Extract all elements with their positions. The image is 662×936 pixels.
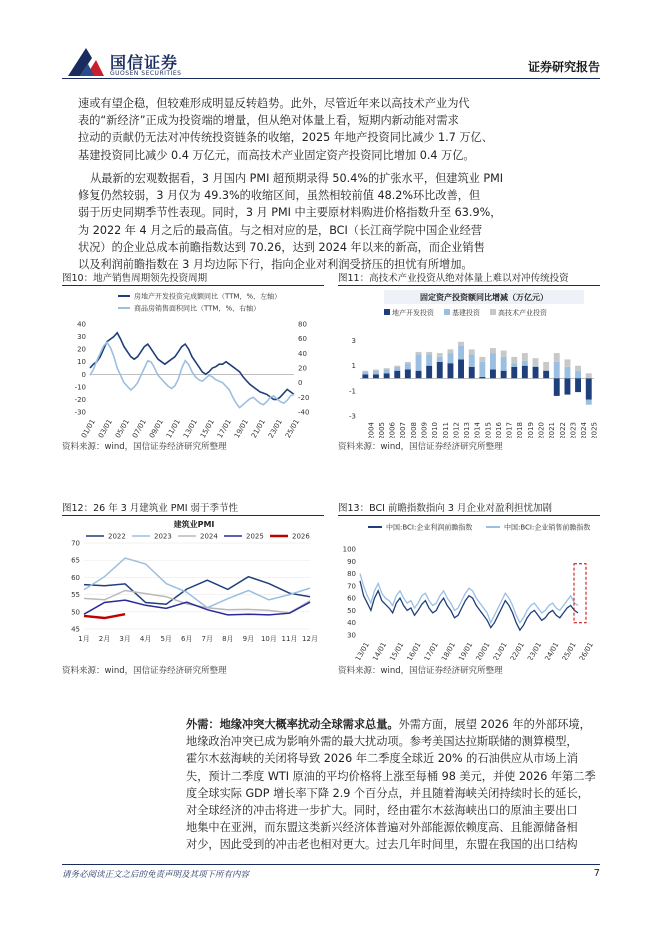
y-tick-label: 60 xyxy=(347,594,356,603)
bar-2 xyxy=(394,367,400,371)
figure-10-caption: 图10：地产销售周期领先投资周期 xyxy=(62,273,208,284)
figure-11-chart xyxy=(338,288,600,438)
para3-line: 对全球经济的冲击将进一步扩大。同时，经由霍尔木兹海峡出口的原油主要出口 xyxy=(186,804,578,818)
bar-1 xyxy=(575,378,581,392)
legend-label: 基建投资 xyxy=(452,309,480,317)
x-tick-label: 4月 xyxy=(139,635,152,643)
x-tick-label: 2010 xyxy=(431,422,440,438)
x-tick-label: 14/01 xyxy=(371,641,389,660)
bar-2 xyxy=(437,357,443,362)
y-right-tick-label: 60 xyxy=(298,335,307,344)
paragraph-1 xyxy=(78,95,602,164)
bar-3 xyxy=(479,357,485,362)
figure-12-chart xyxy=(62,517,324,660)
y-tick-label: 45 xyxy=(71,625,80,634)
y-left-tick-label: 0 xyxy=(81,370,86,379)
series-line-2 xyxy=(360,574,578,623)
figure-11-caption: 图11：高技术产业投资从绝对体量上难以对冲传统投资 xyxy=(338,273,569,284)
bar-3 xyxy=(586,373,592,378)
x-tick-label: 2022 xyxy=(558,422,567,438)
footer-rule xyxy=(62,864,600,865)
bar-1 xyxy=(373,375,379,379)
y-left-tick-label: 40 xyxy=(77,320,86,329)
para3-line xyxy=(186,716,602,733)
bar-3 xyxy=(543,362,549,371)
para3-line: 霍尔木兹海峡的关闭将导致 2026 年二季度全球近 20% 的石油供应从市场上消 xyxy=(186,752,579,766)
figure-13-chart xyxy=(338,517,600,660)
figure-11-source: 资料来源：wind，国信证券经济研究所整理 xyxy=(338,442,503,452)
para3-line: 对少，因此受到的冲击老也相对更大。过去几年时间里，东盟在我国的出口结构 xyxy=(186,838,578,852)
company-name: 国信证券 xyxy=(110,53,179,72)
legend-label: 2023 xyxy=(154,532,172,541)
para3-line: 地集中在亚洲，而东盟这类新兴经济体普遍对外部能源依赖度高、且能源储备相 xyxy=(186,821,578,835)
bar-3 xyxy=(469,349,475,354)
para3-line: 地缘政治冲突已成为影响外需的最大扰动项。参考美国达拉斯联储的测算模型， xyxy=(186,735,578,749)
para3-line: 失，预计二季度 WTI 原油的平均价格将上涨至每桶 98 美元，并使 2026 年第二季 xyxy=(186,769,596,783)
bar-2 xyxy=(448,353,454,363)
x-tick-label: 24/01 xyxy=(543,641,561,660)
x-tick-label: 2024 xyxy=(580,422,589,438)
x-tick-label: 2025 xyxy=(590,422,599,438)
legend-label: 中国:BCI:企业销售前瞻指数 xyxy=(504,523,591,532)
bar-1 xyxy=(565,378,571,394)
x-tick-label: 26/01 xyxy=(577,641,595,660)
x-tick-label: 2006 xyxy=(388,422,397,438)
x-tick-label: 2017 xyxy=(505,422,514,438)
y-tick-label: 70 xyxy=(71,539,80,548)
y-right-tick-label: -40 xyxy=(298,408,310,417)
bar-2 xyxy=(362,372,368,375)
x-tick-label: 17/01 xyxy=(215,418,233,438)
y-tick-label: 3 xyxy=(351,337,356,346)
x-tick-label: 2016 xyxy=(494,422,503,438)
x-tick-label: 5月 xyxy=(160,635,172,643)
x-tick-label: 2008 xyxy=(409,422,418,438)
legend-label: 2026 xyxy=(292,532,310,541)
fig11-svg xyxy=(338,288,600,438)
x-tick-label: 10月 xyxy=(260,635,277,643)
y-left-tick-label: 10 xyxy=(77,358,86,367)
y-tick-label: 60 xyxy=(71,573,80,582)
y-tick-label: 65 xyxy=(71,556,80,565)
figure-12-caption: 图12：26 年 3 月建筑业 PMI 弱于季节性 xyxy=(62,503,239,514)
figure-10-chart xyxy=(62,288,324,438)
company-logo xyxy=(66,46,106,80)
bar-3 xyxy=(437,353,443,357)
para1-line: 拉动的贡献仍无法对冲传统投资链条的收缩，2025 年地产投资同比减少 1.7 万亿、 xyxy=(78,131,493,145)
figure-13-source: 资料来源：wind，国信证券经济研究所整理 xyxy=(338,666,503,676)
bar-1 xyxy=(501,371,507,379)
x-tick-label: 2023 xyxy=(569,422,578,438)
legend-label: 房地产开发投资完成额同比（TTM，%，左轴） xyxy=(134,292,282,301)
bar-3 xyxy=(533,358,539,366)
x-tick-label: 22/01 xyxy=(508,641,527,660)
series-line-2025 xyxy=(84,600,310,615)
legend-label: 中国:BCI:企业利润前瞻指数 xyxy=(386,523,473,532)
x-tick-label: 2012 xyxy=(452,422,461,438)
bar-3 xyxy=(490,348,496,353)
legend-label: 2022 xyxy=(108,532,126,541)
x-tick-label: 2月 xyxy=(98,635,111,643)
bar-2 xyxy=(405,363,411,369)
bar-2 xyxy=(490,353,496,369)
bar-2 xyxy=(458,346,464,360)
x-tick-label: 8月 xyxy=(222,635,234,643)
bar-2 xyxy=(384,370,390,374)
bar-1 xyxy=(362,375,368,379)
x-tick-label: 19/01 xyxy=(232,418,250,438)
bar-1 xyxy=(490,370,496,379)
para2-line: 状况）的企业总成本前瞻指数达到 70.26，达到 2024 年以来的新高，而企业销售 xyxy=(78,240,485,254)
y-left-tick-label: -20 xyxy=(74,395,86,404)
x-tick-label: 7月 xyxy=(201,635,214,643)
y-right-tick-label: 80 xyxy=(298,320,307,329)
x-tick-label: 9月 xyxy=(242,635,255,643)
x-tick-label: 1月 xyxy=(78,635,90,643)
x-tick-label: 2021 xyxy=(548,422,557,438)
bar-3 xyxy=(384,368,390,369)
bar-1 xyxy=(405,370,411,379)
bar-1 xyxy=(426,366,432,379)
bar-1 xyxy=(416,371,422,379)
x-tick-label: 21/01 xyxy=(249,418,267,438)
bar-1 xyxy=(554,378,560,396)
legend-label: 地产开发投资 xyxy=(392,309,434,317)
figure-10-source: 资料来源：wind，国信证券经济研究所整理 xyxy=(62,442,227,452)
bar-3 xyxy=(448,349,454,353)
fig11-rule xyxy=(338,285,600,286)
y-tick-label: 70 xyxy=(347,582,356,591)
bar-1 xyxy=(394,371,400,379)
y-tick-label: 1 xyxy=(351,362,356,371)
bar-2 xyxy=(511,363,517,367)
x-tick-label: 23/01 xyxy=(266,418,284,438)
bar-1 xyxy=(522,366,528,379)
y-tick-label: 30 xyxy=(347,631,356,640)
x-tick-label: 17/01 xyxy=(422,641,440,660)
bar-3 xyxy=(416,352,422,355)
y-right-tick-label: 20 xyxy=(298,364,307,373)
x-tick-label: 20/01 xyxy=(474,641,492,660)
fig13-rule xyxy=(338,515,600,516)
x-tick-label: 25/01 xyxy=(283,418,301,438)
y-tick-label: 55 xyxy=(71,591,80,600)
para3-line: 度全球实际 GDP 增长率下降 2.9 个百分点，并且随着海峡关闭持续时长的延长， xyxy=(186,786,589,800)
x-tick-label: 15/01 xyxy=(198,418,216,438)
header-rule xyxy=(62,78,600,79)
x-tick-label: 11/01 xyxy=(164,418,182,438)
series-line-2026 xyxy=(84,614,125,618)
bar-2 xyxy=(575,371,581,379)
bar-3 xyxy=(362,371,368,372)
bar-2 xyxy=(416,354,422,370)
bar-2 xyxy=(522,361,528,366)
legend-label: 商品房销售面积同比（TTM，%，右轴） xyxy=(134,304,261,313)
y-right-tick-label: -20 xyxy=(298,393,310,402)
bar-1 xyxy=(448,363,454,378)
legend-label: 2025 xyxy=(246,532,264,541)
x-tick-label: 13/01 xyxy=(353,641,371,660)
paragraph-2 xyxy=(78,170,602,273)
x-tick-label: 21/01 xyxy=(491,641,509,660)
fig13-svg xyxy=(338,517,600,660)
y-left-tick-label: 20 xyxy=(77,345,86,354)
para2-line: 为 2022 年 4 月之后的最高值。与之相对应的是，BCI（长江商学院中国企业经营 xyxy=(78,223,483,237)
para2-line: 从最新的宏观数据看，3 月国内 PMI 超预期录得 50.4%的扩张水平，但建筑业 PMI xyxy=(90,172,504,185)
para3-heading: 外需：地缘冲突大概率扰动全球需求总量。 xyxy=(186,718,399,731)
y-left-tick-label: -30 xyxy=(74,408,86,417)
legend-label: 高技术产业投资 xyxy=(498,309,547,317)
bar-3 xyxy=(405,362,411,363)
legend-label: 2024 xyxy=(200,532,218,541)
bar-3 xyxy=(426,352,432,355)
chart-title: 建筑业PMI xyxy=(173,520,215,529)
y-tick-label: 50 xyxy=(71,608,80,617)
bar-3 xyxy=(575,366,581,371)
bar-3 xyxy=(554,353,560,362)
bar-1 xyxy=(533,367,539,378)
bar-2 xyxy=(554,362,560,378)
para2-line: 弱于历史同期季节性表现。同时，3 月 PMI 中主要原材料购进价格指数升至 63.9%， xyxy=(78,206,502,220)
x-tick-label: 09/01 xyxy=(147,418,165,438)
x-tick-label: 3月 xyxy=(119,635,131,643)
bar-1 xyxy=(469,367,475,378)
y-tick-label: -3 xyxy=(349,412,356,421)
bar-1 xyxy=(479,377,485,378)
bar-2 xyxy=(501,357,507,371)
page-number: 7 xyxy=(593,868,600,879)
y-tick-label: 100 xyxy=(342,545,356,554)
para2-line: 以及利润前瞻指数在 3 月均边际下行，指向企业对利润受挤压的担忧有所增加。 xyxy=(78,258,473,272)
fig10-rule xyxy=(62,285,324,286)
x-tick-label: 16/01 xyxy=(405,641,423,660)
x-tick-label: 19/01 xyxy=(457,641,475,660)
x-tick-label: 2018 xyxy=(516,422,525,438)
x-tick-label: 2014 xyxy=(473,422,482,438)
para2-line: 修复仍然较弱，3 月仅为 49.3%的收缩区间，虽然相较前值 48.2%环比改善，但 xyxy=(78,189,481,203)
x-tick-label: 07/01 xyxy=(130,418,148,438)
series-line-1 xyxy=(90,333,294,400)
y-left-tick-label: -10 xyxy=(74,383,86,392)
y-right-tick-label: 0 xyxy=(298,379,303,388)
x-tick-label: 13/01 xyxy=(181,418,199,438)
legend-swatch xyxy=(444,309,450,315)
report-type: 证券研究报告 xyxy=(527,60,600,74)
x-tick-label: 11月 xyxy=(281,635,298,643)
legend-swatch xyxy=(490,309,496,315)
para1-line: 基建投资同比减少 0.4 万亿元，而高技术产业固定资产投资同比增加 0.4 万亿。 xyxy=(78,148,475,162)
bar-1 xyxy=(511,367,517,378)
x-tick-label: 6月 xyxy=(180,635,193,643)
x-tick-label: 12月 xyxy=(302,635,318,643)
bar-1 xyxy=(437,362,443,378)
bar-1 xyxy=(586,378,592,399)
bar-3 xyxy=(373,370,379,371)
bar-1 xyxy=(543,371,549,379)
x-tick-label: 18/01 xyxy=(440,641,458,660)
bar-2 xyxy=(426,354,432,365)
bar-1 xyxy=(458,359,464,378)
y-tick-label: 40 xyxy=(347,619,356,628)
bar-3 xyxy=(394,366,400,367)
y-tick-label: -1 xyxy=(349,387,356,396)
bar-1 xyxy=(384,373,390,378)
legend-swatch xyxy=(384,309,390,315)
y-tick-label: 50 xyxy=(347,606,356,615)
x-tick-label: 2011 xyxy=(441,422,450,438)
x-tick-label: 2020 xyxy=(537,422,546,438)
x-tick-label: 2009 xyxy=(420,422,429,438)
fig12-rule xyxy=(62,515,324,516)
y-tick-label: 80 xyxy=(347,570,356,579)
para1-line: 表的“新经济”正成为投资端的增量，但从绝对体量上看，短期内新动能对需求 xyxy=(78,114,459,128)
para1-line: 速或有望企稳，但较难形成明显反转趋势。此外，尽管近年来以高技术产业为代 xyxy=(78,97,470,110)
bar-3 xyxy=(501,351,507,357)
series-line-2 xyxy=(90,342,294,407)
bar-2 xyxy=(469,354,475,367)
x-tick-label: 03/01 xyxy=(96,418,114,438)
x-tick-label: 2013 xyxy=(463,422,472,438)
chart-title: 固定资产投资额同比增减（万亿元） xyxy=(420,293,548,302)
footer-disclaimer: 请务必阅读正文之后的免责声明及其项下所有内容 xyxy=(62,870,250,880)
x-tick-label: 2004 xyxy=(367,422,376,438)
fig12-svg xyxy=(62,517,324,660)
company-name-en: GUOSEN SECURITIES xyxy=(110,70,182,77)
bar-2 xyxy=(565,367,571,378)
x-tick-label: 05/01 xyxy=(113,418,131,438)
bar-2 xyxy=(586,400,592,405)
bar-3 xyxy=(511,357,517,363)
x-tick-label: 2007 xyxy=(399,422,408,438)
x-tick-label: 23/01 xyxy=(526,641,544,660)
highlight-box xyxy=(574,564,586,623)
x-tick-label: 01/01 xyxy=(79,418,97,438)
y-right-tick-label: 40 xyxy=(298,349,307,358)
logo-mark-icon xyxy=(66,46,106,80)
paragraph-3 xyxy=(186,716,602,854)
bar-2 xyxy=(533,366,539,367)
para3-first-rest: 外需方面，展望 2026 年的外部环境， xyxy=(398,718,591,731)
figure-12-source: 资料来源：wind，国信证券经济研究所整理 xyxy=(62,666,227,676)
x-tick-label: 2015 xyxy=(484,422,493,438)
fig10-svg xyxy=(62,288,324,438)
bar-3 xyxy=(565,359,571,367)
figure-13-caption: 图13：BCI 前瞻指数指向 3 月企业对盈利担忧加剧 xyxy=(338,503,552,514)
bar-2 xyxy=(373,371,379,375)
x-tick-label: 2019 xyxy=(526,422,535,438)
bar-3 xyxy=(522,353,528,361)
x-tick-label: 2005 xyxy=(377,422,386,438)
x-tick-label: 15/01 xyxy=(388,641,406,660)
bar-2 xyxy=(479,362,485,377)
y-left-tick-label: 30 xyxy=(77,333,86,342)
bar-3 xyxy=(458,342,464,346)
x-tick-label: 25/01 xyxy=(560,641,578,660)
y-tick-label: 90 xyxy=(347,557,356,566)
